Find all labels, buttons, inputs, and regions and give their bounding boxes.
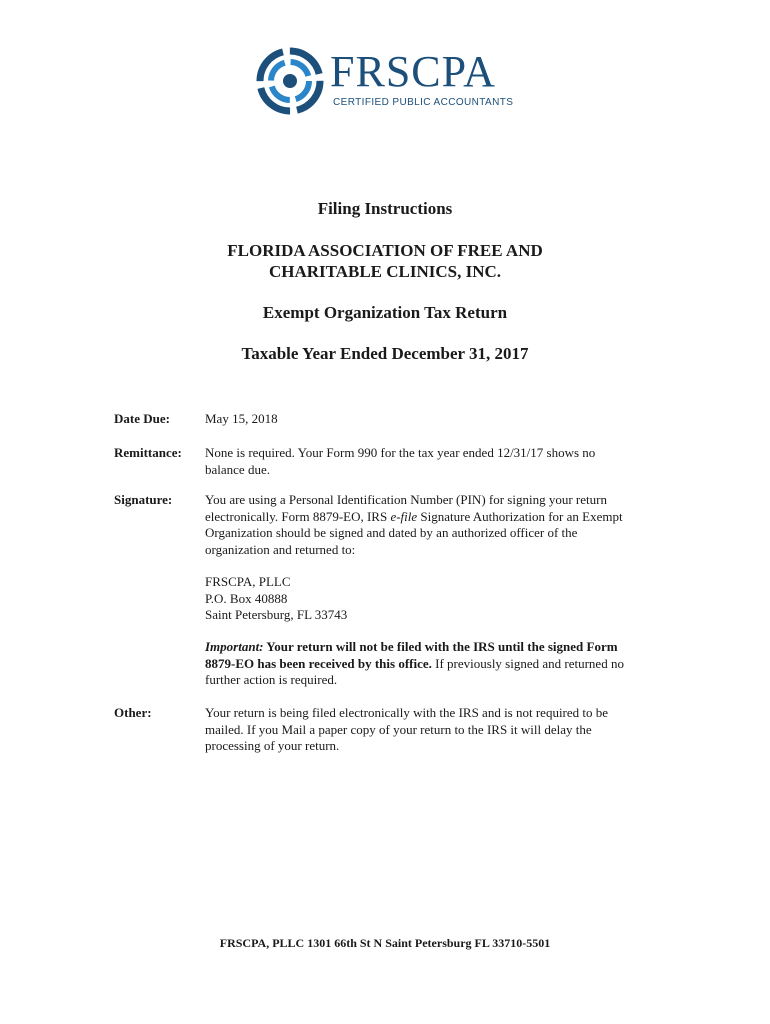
other-label: Other: bbox=[114, 705, 152, 720]
return-type: Exempt Organization Tax Return bbox=[262, 303, 508, 322]
logo-wordmark: FRSCPA bbox=[330, 47, 496, 96]
other-line-1: Your return is being filed electronically with the IRS and is not required to be bbox=[205, 705, 609, 720]
important-line-2: 8879-EO has been received by this office. If previously signed and returned no bbox=[205, 655, 624, 671]
address-po-box: P.O. Box 40888 bbox=[205, 590, 288, 606]
page-heading: Filing Instructions bbox=[317, 199, 453, 218]
signature-label: Signature: bbox=[114, 492, 173, 507]
important-line-1: Important: Your return will not be filed with the IRS until the signed Form bbox=[205, 639, 618, 654]
signature-line-2: electronically. Form 8879-EO, IRS e-file Signature Authorization for an Exempt bbox=[205, 508, 623, 524]
date-due-label: Date Due: bbox=[114, 411, 170, 426]
signature-line-3: Organization should be signed and dated by an authorized officer of the bbox=[205, 525, 578, 540]
efile-term: e-file bbox=[390, 508, 418, 524]
important-notice bbox=[205, 639, 665, 689]
address-city: Saint Petersburg, FL 33743 bbox=[205, 607, 348, 622]
important-lead: Important: bbox=[205, 639, 264, 654]
remittance-text bbox=[205, 445, 665, 478]
address-name: FRSCPA, PLLC bbox=[205, 574, 291, 589]
org-name-line-2: CHARITABLE CLINICS, INC. bbox=[268, 262, 502, 281]
logo-tagline: CERTIFIED PUBLIC ACCOUNTANTS bbox=[333, 97, 514, 108]
remittance-line-1: None is required. Your Form 990 for the tax year ended 12/31/17 shows no bbox=[205, 445, 596, 460]
swirl-logo-icon bbox=[256, 46, 326, 116]
frscpa-logo bbox=[256, 46, 526, 116]
other-line-3: processing of your return. bbox=[205, 738, 340, 753]
other-text bbox=[205, 705, 665, 755]
page-footer: FRSCPA, PLLC 1301 66th St N Saint Petersburg FL 33710-5501 bbox=[219, 936, 551, 950]
signature-text bbox=[205, 492, 665, 558]
mailing-address bbox=[205, 574, 665, 624]
signature-line-4: organization and returned to: bbox=[205, 541, 356, 557]
org-name-line-1: FLORIDA ASSOCIATION OF FREE AND bbox=[227, 241, 543, 260]
date-due-value: May 15, 2018 bbox=[205, 411, 278, 426]
remittance-label: Remittance: bbox=[114, 445, 182, 460]
important-line-3: further action is required. bbox=[205, 672, 338, 687]
remittance-line-2: balance due. bbox=[205, 461, 270, 477]
tax-year: Taxable Year Ended December 31, 2017 bbox=[241, 344, 529, 363]
signature-line-1: You are using a Personal Identification Number (PIN) for signing your return bbox=[205, 492, 607, 507]
other-line-2: mailed. If you Mail a paper copy of your return to the IRS it will delay the bbox=[205, 721, 592, 737]
